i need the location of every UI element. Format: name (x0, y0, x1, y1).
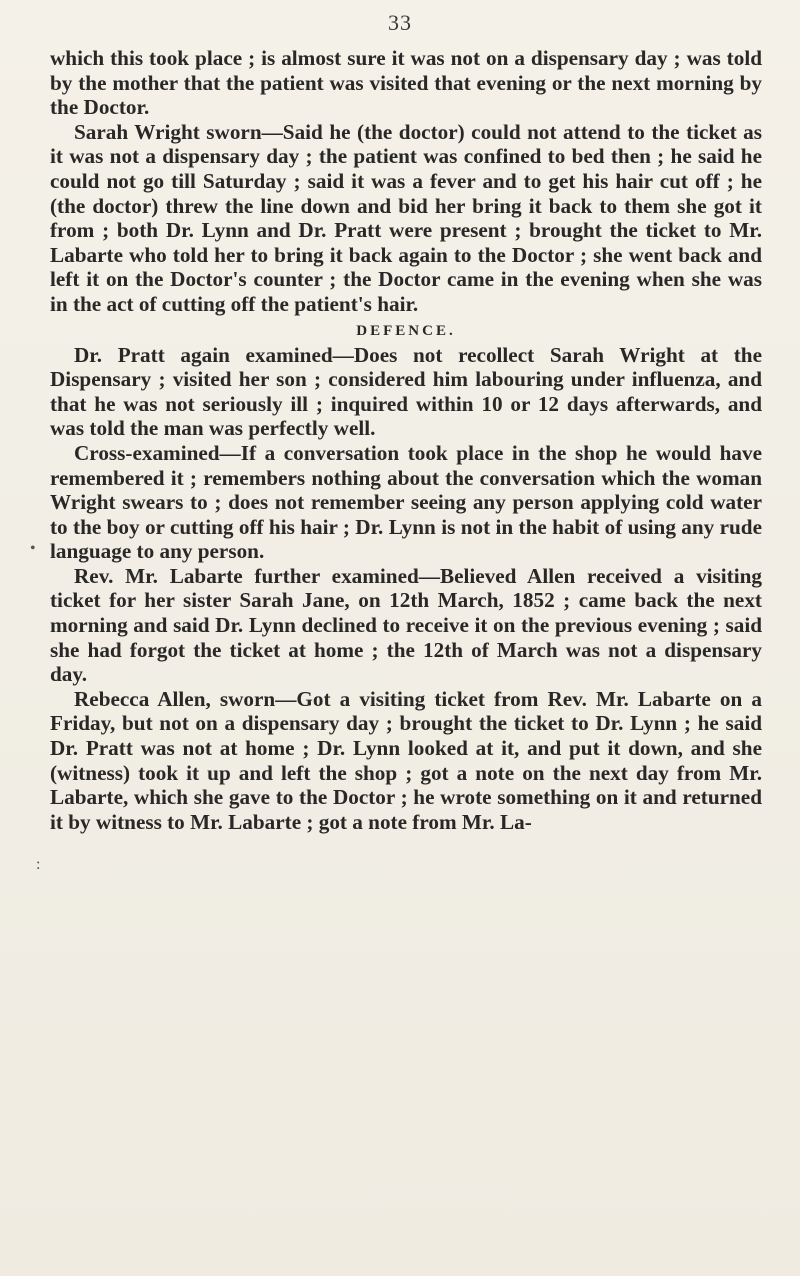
paragraph-2: Sarah Wright sworn—Said he (the doctor) could not attend to the ticket as it was not a dispensary day ; the patient was confined to bed then ; he said he could not go till Saturday ; said it was a fever and to get his hair cut off ; he (the doctor) threw the line down and bid her bring it back to them she got it from ; both Dr. Lynn and Dr. Pratt were present ; brought the ticket to Mr. Labarte who told her to bring it back again to the Doctor ; she went back and left it on the Doctor's counter ; the Doctor came in the evening when she was in the act of cutting off the patient's hair. (50, 119, 762, 316)
margin-bullet-mark: • (30, 540, 36, 557)
section-heading: DEFENCE. (356, 322, 456, 339)
paragraph-5: Rev. Mr. Labarte further examined—Believed Allen received a visiting ticket for her sister Sarah Jane, on 12th March, 1852 ; came back the next morning and said Dr. Lynn declined to receive it on the previous evening ; said she had forgot the ticket at home ; the 12th of March was not a dispensary day. (50, 563, 762, 687)
page-number: 33 (388, 10, 412, 35)
paragraph-3: Dr. Pratt again examined—Does not recollect Sarah Wright at the Dispensary ; visited her son ; considered him labouring under influenza, and that he was not seriously ill ; inquired within 10 or 12 days afterwards, and was told the man was perfectly well. (50, 342, 762, 441)
margin-colon-mark: : (36, 856, 41, 873)
paragraph-4: Cross-examined—If a conversation took place in the shop he would have remembered it ; remembers nothing about the conversation which the woman Wright swears to ; does not remember seeing any person applying cold water to the boy or cutting off his hair ; Dr. Lynn is not in the habit of using any rude language to any person. (50, 440, 762, 564)
paragraph-6: Rebecca Allen, sworn—Got a visiting ticket from Rev. Mr. Labarte on a Friday, but not on a dispensary day ; brought the ticket to Dr. Lynn ; he said Dr. Pratt was not at home ; Dr. Lynn looked at it, and put it down, and she (witness) took it up and left the shop ; got a note on the next day from Mr. Labarte, which she gave to the Doctor ; he wrote something on it and returned it by witness to Mr. Labarte ; got a note from Mr. La- (50, 686, 762, 834)
paragraph-1: which this took place ; is almost sure it was not on a dispensary day ; was told by the mother that the patient was visited that evening or the next morning by the Doctor. (50, 46, 762, 120)
body-text (50, 46, 762, 834)
